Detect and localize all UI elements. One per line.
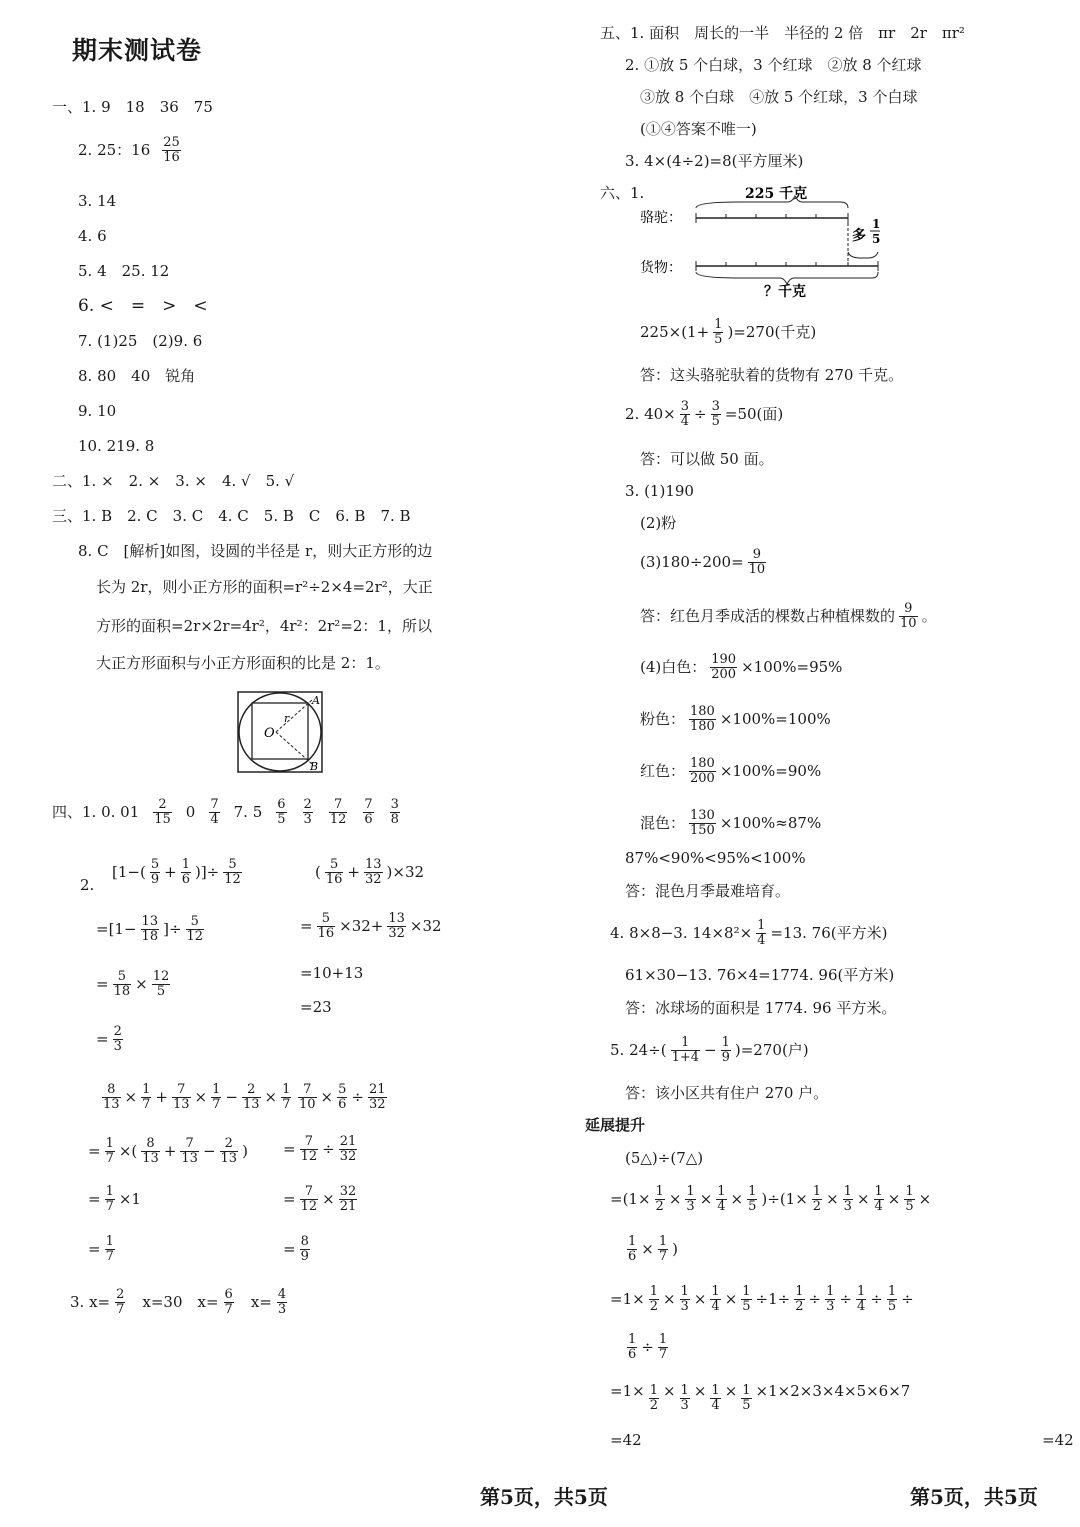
- expr-part: )=270(千克): [727, 323, 817, 342]
- expr-part: )÷(1×: [761, 1190, 808, 1209]
- fraction: $\frac{1}{5}$: [742, 1284, 751, 1315]
- fraction: 1 5: [887, 1284, 897, 1315]
- fraction: $\frac{1}{4}$: [757, 918, 766, 949]
- circle-square-figure: [236, 690, 326, 775]
- fraction: 1 4: [874, 1184, 883, 1215]
- unknown-label: ？千克: [764, 284, 806, 300]
- fraction: 5 16: [325, 857, 343, 888]
- answer-s5-2-line1: 2. ①放 5 个白球，3 个红球 ②放 8 个红球: [625, 56, 922, 74]
- answer-s6-1-eq: [640, 318, 816, 348]
- fraction: 5 6: [338, 1082, 347, 1113]
- fraction: 12 5: [152, 969, 170, 1000]
- fraction: 5 16: [317, 911, 335, 942]
- x-label: x=: [197, 1293, 219, 1312]
- expr-part: (4)白色：: [640, 658, 707, 677]
- expr-part: ×100%=100%: [719, 710, 831, 729]
- fraction: 7 13: [172, 1082, 190, 1113]
- fraction: 1 6: [628, 1234, 637, 1265]
- answer-s1-10: 10. 219. 8: [78, 437, 155, 455]
- page-title: 期末测试卷: [72, 36, 203, 65]
- x-value: x=30: [142, 1293, 183, 1312]
- page-footer-right: 第5页，共5页: [910, 1485, 1038, 1509]
- fraction: 7 6: [364, 797, 373, 828]
- x-label: 3. x=: [70, 1293, 111, 1312]
- fraction: 21 32: [339, 1134, 357, 1165]
- s6-lead: 六、1.: [600, 184, 645, 202]
- camel-label: 骆驼：: [640, 210, 682, 226]
- fraction: 7 12: [300, 1134, 318, 1165]
- zero: 0: [185, 803, 196, 822]
- extension-line3b: 1 6 ÷ 1 7: [628, 1332, 668, 1363]
- answer-s1-5: 5. 4 25. 12: [78, 262, 170, 280]
- extension-line5: =42: [610, 1431, 642, 1449]
- fraction: $\frac{2}{7}$: [116, 1287, 125, 1318]
- expr-part: ×100%≈87%: [719, 814, 822, 833]
- expr-part: (3)180÷200=: [640, 553, 744, 572]
- expr-part: 4. 8×8−3. 14×8²×: [610, 924, 753, 943]
- answer-s6-4-line2: 61×30−13. 76×4=1774. 96(平方米): [625, 966, 895, 984]
- fraction: 1 6: [628, 1332, 637, 1363]
- answer-s6-3-3: [640, 548, 768, 578]
- expr-part: ]÷: [163, 920, 182, 939]
- fraction: 1 4: [856, 1284, 866, 1315]
- fraction: 1 7: [212, 1082, 221, 1113]
- fraction: 1 3: [680, 1284, 689, 1315]
- answer-s1-7: 7. (1)25 (2)9. 6: [78, 332, 203, 350]
- answer-s5-2-line3: (①④答案不唯一): [640, 120, 757, 138]
- answer-s6-2-text: 答：可以做 50 面。: [640, 450, 774, 468]
- expr-part: [1−(: [112, 863, 146, 882]
- fraction: $\frac{1}{2}$: [655, 1184, 664, 1215]
- answer-red: [640, 757, 821, 787]
- fraction: $\frac{3}{4}$: [680, 399, 690, 430]
- fraction: 8 13: [103, 1082, 120, 1113]
- fraction: $\frac{6}{7}$: [224, 1287, 233, 1318]
- extension-line4: =1× $\frac{1}{2}$ × 1 3 × 1 4 × $\frac{1}{5}$ ×1×2×3×4×5×6×7: [610, 1382, 911, 1414]
- fraction: 2 13: [242, 1082, 260, 1113]
- calc-a-line1: [1−( 5 9 + 1 6 )]÷ $\frac{5}{12}$: [112, 857, 241, 888]
- answer-s6-3-text2: 答：混色月季最难培育。: [625, 882, 791, 900]
- calc-c-line4: = 1 7: [88, 1234, 114, 1265]
- fraction: 1 4: [711, 1284, 720, 1315]
- goods-label: 货物：: [640, 260, 682, 276]
- fraction: $\frac{1}{2}$: [795, 1284, 804, 1315]
- fraction: $\frac{3}{5}$: [711, 399, 720, 430]
- answer-s3-8-line4: 大正方形面积与小正方形面积的比是 2：1。: [96, 654, 390, 672]
- answer-s4-3: [70, 1288, 289, 1318]
- expr-part: =1×: [610, 1290, 645, 1309]
- page-footer-left: 第5页，共5页: [480, 1485, 608, 1509]
- fraction: 32 21: [339, 1184, 357, 1215]
- segment-diagram: [640, 182, 900, 302]
- fraction: 1 3: [686, 1184, 695, 1215]
- answer-compare: 87%<90%<95%<100%: [625, 849, 806, 867]
- extension-title: 延展提升: [585, 1116, 646, 1134]
- extension-line2b: 1 6 × 1 7 ): [628, 1234, 678, 1265]
- fraction: 9 10: [900, 601, 917, 632]
- answer-s1-8: 8. 80 40 锐角: [78, 367, 196, 385]
- expr-part: =13. 76(平方米): [770, 924, 888, 943]
- fraction: $\frac{1}{5}$: [714, 317, 723, 348]
- radius-line-a: [276, 700, 312, 732]
- fraction: 7 12: [329, 797, 347, 828]
- answer-s6-1-text: 答：这头骆驼驮着的货物有 270 千克。: [640, 366, 904, 384]
- fraction: $\frac{1}{2}$: [649, 1284, 658, 1315]
- fraction: 1 7: [105, 1184, 114, 1215]
- expr-part: 2. 40×: [625, 405, 676, 424]
- expr-part: =50(面): [724, 405, 784, 424]
- fraction: $\frac{1}{5}$: [742, 1383, 751, 1414]
- fig-label-r: r: [284, 712, 290, 725]
- bottom-brace: [696, 272, 878, 284]
- calc-a-line4: = 2 3: [96, 1024, 122, 1055]
- answer-s6-3-2: (2)粉: [640, 514, 677, 532]
- fraction: 1 4: [717, 1184, 726, 1215]
- expr-part: ×100%=95%: [741, 658, 843, 677]
- fraction: 2 3: [113, 1024, 122, 1055]
- s4-1-lead: 四、1. 0. 01: [52, 803, 140, 822]
- expr-part: )=270(户): [734, 1041, 809, 1060]
- expr-part: )×32: [386, 863, 425, 882]
- fraction: 2 13: [220, 1136, 238, 1167]
- calc-b-line3: =10+13: [300, 964, 364, 982]
- expr-part: 混色：: [640, 814, 686, 833]
- fraction: 1 7: [282, 1082, 291, 1113]
- extension-line1: (5△)÷(7△): [625, 1149, 704, 1167]
- fraction: 7 10: [299, 1082, 316, 1113]
- answer-s6-3-1: 3. (1)190: [625, 482, 694, 500]
- expr-part: ×100%=90%: [719, 762, 822, 781]
- answer-s6-5-eq: 5. 24÷( 1 1+4 − 1 9 )=270(户): [610, 1035, 809, 1066]
- answer-mixed: [640, 809, 821, 839]
- fraction: 1 7: [105, 1136, 114, 1167]
- fig-label-a: A: [312, 694, 320, 707]
- answer-s4-1: [52, 798, 402, 828]
- fraction: $\frac{9}{10}$: [748, 547, 766, 578]
- answer-pink: [640, 705, 831, 735]
- answer-s3-8-line2: 长为 2r，则小正方形的面积=r²÷2×4=2r²，大正: [96, 578, 433, 596]
- calc-b-line4: =23: [300, 998, 332, 1016]
- fraction: 7 13: [181, 1136, 198, 1167]
- calc-c-line1: 8 13 × 1 7 + 7 13 × 1 7 − 2 13 × 1 7: [103, 1082, 291, 1113]
- answer-s5-2-line2: ③放 8 个白球 ④放 5 个红球，3 个白球: [640, 88, 918, 106]
- fraction: 1 9: [721, 1035, 730, 1066]
- fraction: 1 4: [711, 1383, 720, 1414]
- fraction: 2 15: [154, 797, 171, 828]
- expr-part: 225×(1+: [640, 323, 710, 342]
- fraction: $\frac{1}{2}$: [649, 1383, 658, 1414]
- fraction: $\frac{180}{200}$: [690, 756, 715, 787]
- calc-d-line4: = 8 9: [283, 1234, 309, 1265]
- expr-part: 粉色：: [640, 710, 686, 729]
- expr-part: 红色：: [640, 762, 686, 781]
- answer-s1-3: 3. 14: [78, 192, 117, 210]
- decimal: 7. 5: [233, 803, 263, 822]
- fraction: 1 3: [826, 1284, 835, 1315]
- answer-s1-6: 6. < = > <: [78, 296, 208, 316]
- fraction: 2 3: [303, 797, 312, 828]
- fraction: $\frac{4}{3}$: [277, 1287, 287, 1318]
- fraction: 6 5: [277, 797, 286, 828]
- answer-s1-9: 9. 10: [78, 402, 117, 420]
- fraction: 7 12: [300, 1184, 318, 1215]
- extra-brace: [848, 252, 878, 258]
- fraction: 1 7: [658, 1234, 668, 1265]
- fraction: 1 5: [748, 1184, 757, 1215]
- fraction: 1 1+4: [671, 1035, 700, 1066]
- fraction: $\frac{1}{2}$: [812, 1184, 822, 1215]
- answer-s6-4-text: 答：冰球场的面积是 1774. 96 平方米。: [625, 999, 897, 1017]
- more-frac-num: 1: [872, 217, 881, 231]
- answer-s1-4: 4. 6: [78, 227, 107, 245]
- extension-line3: =1× $\frac{1}{2}$ × 1 3 × 1 4 × $\frac{1}{5}$ ÷1÷ $\frac{1}{2}$ ÷ 1 3 ÷ 1 4 ÷ 1 5 ÷: [610, 1284, 914, 1315]
- fraction: $\frac{5}{12}$: [224, 857, 241, 888]
- calc-d-line3: = 7 12 × 32 21: [283, 1184, 357, 1215]
- expr-part: ÷1÷: [755, 1290, 791, 1309]
- answer-s2: 二、1. × 2. × 3. × 4. √ 5. √: [52, 472, 295, 490]
- answer-s3-8-line1: 8. C [解析]如图，设圆的半径是 r，则大正方形的边: [78, 542, 433, 560]
- fraction: 13 32: [364, 857, 382, 888]
- calc-a-line2: [96, 915, 206, 945]
- expr-part: =[1−: [96, 920, 137, 939]
- expr-part: ×32: [409, 917, 442, 936]
- answer-s5-3: 3. 4×(4÷2)=8(平方厘米): [625, 152, 804, 170]
- fraction: 1 7: [105, 1234, 114, 1265]
- fraction: 1 3: [680, 1383, 689, 1414]
- calc-d-line2: = 7 12 ÷ 21 32: [283, 1134, 357, 1165]
- expr-part: 5. 24÷(: [610, 1041, 667, 1060]
- fraction: 1 7: [658, 1332, 668, 1363]
- fig-label-b: B: [310, 760, 319, 773]
- diagram-top-label: 225 千克: [745, 186, 808, 202]
- answer-s6-2-eq: 2. 40× $\frac{3}{4}$ ÷ $\frac{3}{5}$ =50(面): [625, 399, 784, 430]
- fraction: 1 3: [843, 1184, 852, 1215]
- fraction: 3 8: [390, 797, 399, 828]
- fraction: 8 13: [142, 1136, 159, 1167]
- answer-s3-8-line3: 方形的面积=2r×2r=4r²，4r²：2r²=2：1，所以: [96, 617, 432, 635]
- fraction: $\frac{13}{32}$: [388, 911, 405, 942]
- expr-part: =(1×: [610, 1190, 651, 1209]
- fraction: 21 32: [368, 1082, 386, 1113]
- x-label: x=: [250, 1293, 272, 1312]
- answer-s5-1: 五、1. 面积 周长的一半 半径的 2 倍 πr 2r πr²: [600, 24, 965, 42]
- fraction: $\frac{190}{200}$: [711, 652, 737, 683]
- expr-part: 答：红色月季成活的棵数占种植棵数的: [640, 607, 896, 626]
- expr-part: =1×: [610, 1382, 645, 1400]
- fraction: 1 5: [905, 1184, 914, 1215]
- expr-part: )]÷: [194, 863, 220, 882]
- fraction: 1 6: [181, 857, 190, 888]
- more-label: 多: [852, 228, 866, 244]
- answer-s6-4-line1: [610, 919, 887, 949]
- calc-a-line3: = 5 18 × 12 5: [96, 969, 170, 1000]
- fraction: $\frac{130}{150}$: [690, 808, 715, 839]
- fraction: $\frac{5}{12}$: [186, 914, 204, 945]
- calc-b-line1: ( 5 16 + 13 32 )×32: [315, 857, 425, 888]
- fraction: 5 18: [113, 969, 131, 1000]
- answer-white: [640, 653, 842, 683]
- answer-s3: 三、1. B 2. C 3. C 4. C 5. B C 6. B 7. B: [52, 507, 411, 525]
- s4-2-lead: 2.: [80, 876, 95, 894]
- edge-result: =42: [1042, 1431, 1074, 1449]
- calc-c-line3: = 1 7 ×1: [88, 1184, 141, 1215]
- fraction: $\frac{13}{18}$: [141, 914, 159, 945]
- expr-part: ×1×2×3×4×5×6×7: [755, 1382, 911, 1400]
- calc-c-line2: = 1 7 ×( 8 13 + 7 13 − 2 13 ): [88, 1136, 248, 1167]
- calc-b-line2: = 5 16 ×32+ $\frac{13}{32}$ ×32: [300, 911, 442, 942]
- answer-s6-5-text: 答：该小区共有住户 270 户。: [625, 1084, 829, 1102]
- fraction: 5 9: [150, 857, 160, 888]
- fraction: $\frac{180}{180}$: [690, 704, 715, 735]
- extension-line2: =(1× $\frac{1}{2}$ × 1 3 × 1 4 × 1 5 )÷(1× $\frac{1}{2}$ × 1 3 × 1 4 × 1 5 ×: [610, 1184, 932, 1215]
- ratio-text: 2. 25：16: [78, 141, 151, 160]
- fraction: 7 4: [210, 797, 219, 828]
- fraction: 25 16: [163, 135, 180, 166]
- answer-s1-1: 一、1. 9 18 36 75: [52, 98, 213, 116]
- answer-s1-2: [78, 136, 183, 166]
- more-frac-den: 5: [872, 232, 881, 246]
- fraction: 8 9: [300, 1234, 309, 1265]
- fraction: 1 7: [142, 1082, 151, 1113]
- fig-label-o: O: [264, 726, 275, 741]
- answer-s6-3-text: 答：红色月季成活的棵数占种植棵数的 9 10 。: [640, 601, 937, 632]
- calc-d-line1: 7 10 × 5 6 ÷ 21 32: [299, 1082, 386, 1113]
